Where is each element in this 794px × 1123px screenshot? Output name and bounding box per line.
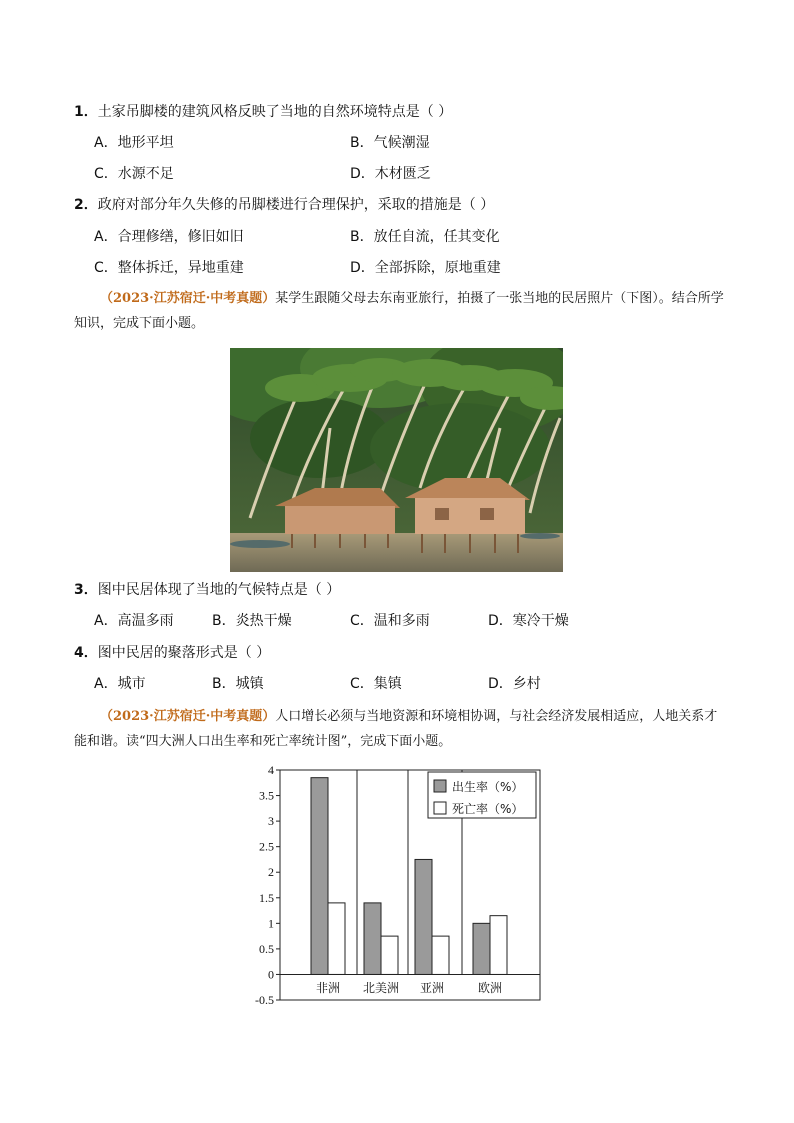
question-1 xyxy=(74,102,452,122)
option-2b[interactable]: B．放任自流，任其变化 xyxy=(350,229,500,245)
birth-rate-bar xyxy=(311,778,328,975)
question-number: 1． xyxy=(74,104,98,120)
y-tick-label: 3.5 xyxy=(259,788,274,803)
question-text: 土家吊脚楼的建筑风格反映了当地的自然环境特点是（ ） xyxy=(97,104,453,120)
birth-rate-bar xyxy=(473,923,490,974)
option-1d[interactable]: D．木材匮乏 xyxy=(350,166,431,182)
question-3 xyxy=(74,580,340,600)
y-tick-label: 2.5 xyxy=(259,839,274,854)
source-tag: （2023·江苏宿迁·中考真题） xyxy=(100,291,276,306)
question-4 xyxy=(74,643,270,663)
category-label: 亚洲 xyxy=(419,981,445,996)
death-rate-bar xyxy=(381,936,398,974)
passage-text: 某学生跟随父母去东南亚旅行，拍摄了一张当地的民居照片（下图）。结合所学知识，完成下面小题。 xyxy=(74,291,724,331)
question-2 xyxy=(74,195,494,215)
birth-rate-bar xyxy=(364,903,381,975)
option-3c[interactable]: C．温和多雨 xyxy=(350,613,430,629)
passage-text: 人口增长必须与当地资源和环境相协调，与社会经济发展相适应，人地关系才能和谐。读“四大洲人口出生率和死亡率统计图”，完成下面小题。 xyxy=(74,709,718,749)
option-2c[interactable]: C．整体拆迁，异地重建 xyxy=(94,260,244,276)
death-rate-bar xyxy=(432,936,449,974)
option-3b[interactable]: B．炎热干燥 xyxy=(212,613,292,629)
option-3a[interactable]: A．高温多雨 xyxy=(94,613,174,629)
legend-label: 出生率（%） xyxy=(452,780,524,794)
option-4c[interactable]: C．集镇 xyxy=(350,676,402,692)
option-1a[interactable]: A．地形平坦 xyxy=(94,135,174,151)
option-1b[interactable]: B．气候潮湿 xyxy=(350,135,430,151)
passage-intro-2 xyxy=(74,704,724,754)
y-tick-label: 4 xyxy=(268,763,274,777)
stilt-house-illustration xyxy=(230,348,563,572)
option-2a[interactable]: A．合理修缮，修旧如旧 xyxy=(94,229,244,245)
passage-intro-1 xyxy=(74,286,724,336)
population-rate-chart xyxy=(240,760,550,1010)
option-4b[interactable]: B．城镇 xyxy=(212,676,264,692)
category-label: 非洲 xyxy=(315,981,341,996)
question-text: 政府对部分年久失修的吊脚楼进行合理保护，采取的措施是（ ） xyxy=(97,197,495,213)
y-tick-label: 1.5 xyxy=(259,890,274,905)
question-text: 图中民居体现了当地的气候特点是（ ） xyxy=(97,582,341,598)
y-tick-label: 1 xyxy=(268,916,274,931)
option-1c[interactable]: C．水源不足 xyxy=(94,166,174,182)
y-tick-label: 0.5 xyxy=(259,941,274,956)
option-4d[interactable]: D．乡村 xyxy=(488,676,541,692)
question-number: 4． xyxy=(74,645,98,661)
legend-label: 死亡率（%） xyxy=(452,802,524,816)
birth-rate-bar xyxy=(415,859,432,974)
option-3d[interactable]: D．寒冷干燥 xyxy=(488,613,569,629)
source-tag: （2023·江苏宿迁·中考真题） xyxy=(100,709,276,724)
y-tick-label: 3 xyxy=(268,814,274,829)
question-number: 2． xyxy=(74,197,98,213)
y-tick-label: 0 xyxy=(268,967,274,982)
y-tick-label: -0.5 xyxy=(255,993,274,1007)
stilt-house-photo xyxy=(230,348,563,572)
bar-chart xyxy=(240,760,550,1010)
y-tick-label: 2 xyxy=(268,865,274,880)
option-2d[interactable]: D．全部拆除，原地重建 xyxy=(350,260,501,276)
option-4a[interactable]: A．城市 xyxy=(94,676,146,692)
death-rate-bar xyxy=(490,916,507,975)
death-rate-bar xyxy=(328,903,345,975)
question-number: 3． xyxy=(74,582,98,598)
category-label: 欧洲 xyxy=(477,981,503,996)
legend-swatch xyxy=(434,780,446,792)
category-label: 北美洲 xyxy=(362,981,400,996)
question-text: 图中民居的聚落形式是（ ） xyxy=(97,645,271,661)
legend-swatch xyxy=(434,802,446,814)
